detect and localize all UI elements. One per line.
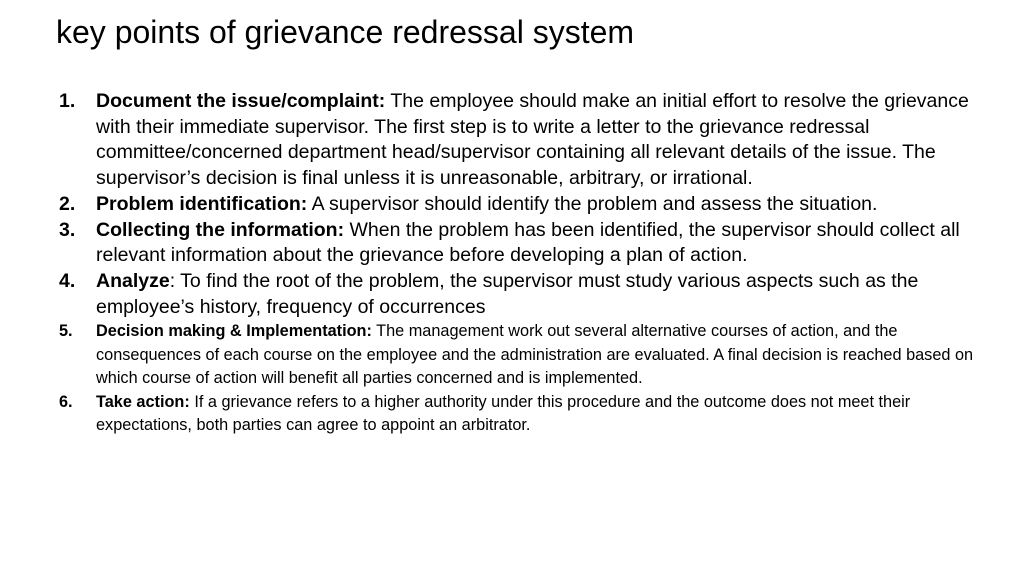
item-term: Document the issue/complaint:	[96, 90, 386, 112]
item-term: Decision making & Implementation:	[96, 322, 372, 341]
list-item	[56, 269, 986, 320]
item-term: Collecting the information:	[96, 218, 345, 241]
item-term: Take action:	[96, 392, 190, 411]
slide-title: key points of grievance redressal system	[56, 14, 635, 50]
list-item	[56, 320, 986, 390]
item-number: 5.	[59, 322, 73, 341]
list-item	[56, 89, 986, 192]
list-item	[56, 391, 986, 438]
item-text: The management work out several alternative courses of action, and the consequences of each course on the employee and the administration are evaluated. A final decision is reached based on which course of action will benefit all parties concerned and is implemented.	[96, 322, 974, 388]
item-number: 6.	[59, 392, 73, 411]
list-item	[56, 192, 986, 218]
item-number: 1.	[59, 90, 76, 112]
item-text: : To find the root of the problem, the supervisor must study various aspects such as the employee’s history, frequency of occurrences	[96, 269, 919, 318]
list-item	[56, 218, 986, 269]
item-text: When the problem has been identified, the supervisor should collect all relevant information about the grievance before developing a plan of action.	[96, 218, 960, 267]
item-text: The employee should make an initial effort to resolve the grievance with their immediate supervisor. The first step is to write a letter to the grievance redressal committee/concerned department head/supervisor containing all relevant details of the issue. The supervisor’s decision is final unless it is unreasonable, arbitrary, or irrational.	[96, 90, 969, 190]
item-term: Analyze	[96, 269, 170, 292]
item-text: A supervisor should identify the problem and assess the situation.	[307, 192, 878, 215]
item-number: 4.	[59, 269, 76, 292]
key-points-list	[56, 89, 986, 437]
item-number: 3.	[59, 218, 76, 241]
item-text: If a grievance refers to a higher authority under this procedure and the outcome does not meet their expectations, both parties can agree to appoint an arbitrator.	[96, 392, 911, 434]
item-number: 2.	[59, 192, 76, 215]
item-term: Problem identification:	[96, 192, 308, 215]
